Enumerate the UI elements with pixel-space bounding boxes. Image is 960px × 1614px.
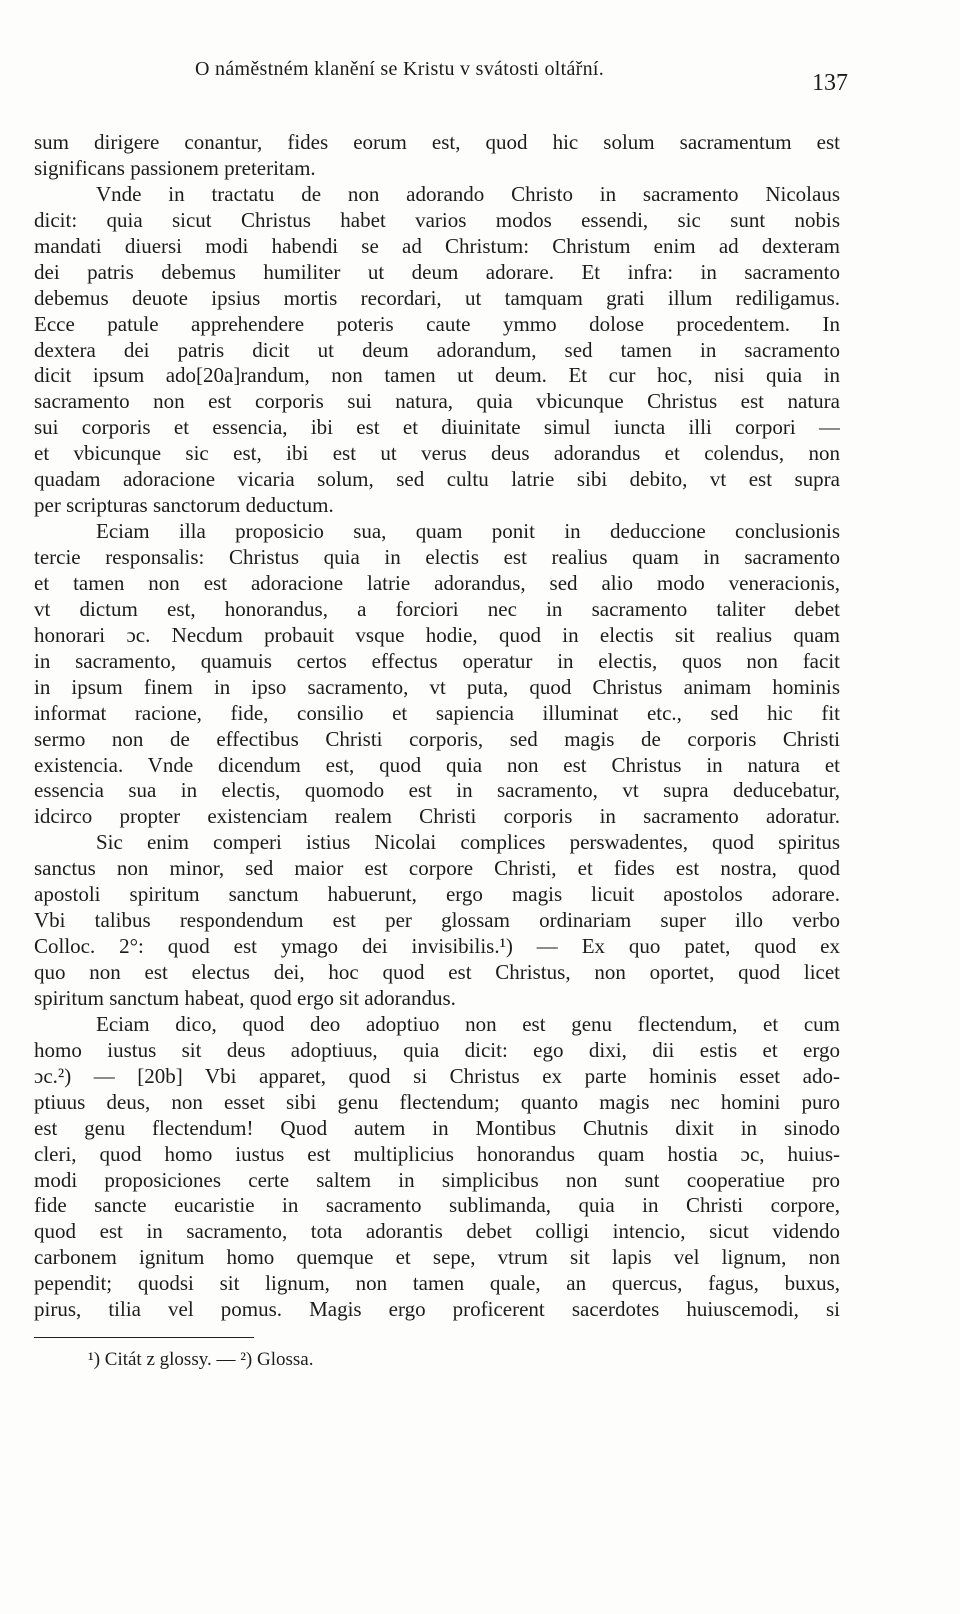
body-text: [34, 130, 840, 1323]
text-line: essencia sua in electis, quomodo est in sacramento, vt supra deducebatur,: [34, 778, 840, 803]
text-line: cleri, quod homo iustus est multiplicius honorandus quam hostia ɔc, huius-: [34, 1141, 840, 1166]
text-line: ptiuus deus, non esset sibi genu flectendum; quanto magis nec homini puro: [34, 1089, 840, 1114]
text-line: sum dirigere conantur, fides eorum est, quod hic solum sacramentum est: [34, 130, 840, 154]
text-line: pependit; quodsi sit lignum, non tamen quale, an quercus, fagus, buxus,: [34, 1271, 840, 1296]
text-line: Vnde in tractatu de non adorando Christo in sacramento Nicolaus: [96, 181, 840, 206]
text-line: idcirco propter existenciam realem Christi corporis in sacramento adoratur.: [34, 804, 840, 829]
footnote-divider: [34, 1337, 254, 1338]
text-line: vt dictum est, honorandus, a forciori nec in sacramento taliter debet: [34, 596, 840, 621]
text-line: Vbi talibus respondendum est per glossam ordinariam super illo verbo: [34, 908, 840, 933]
text-line: ɔc.²) — [20b] Vbi apparet, quod si Christus ex parte hominis esset ado-: [34, 1063, 840, 1088]
text-line: homo iustus sit deus adoptiuus, quia dicit: ego dixi, dii estis et ergo: [34, 1037, 840, 1062]
text-line: Ecce patule apprehendere poteris caute ymmo dolose procedentem. In: [34, 311, 840, 336]
text-line: fide sancte eucaristie in sacramento sublimanda, quia in Christi corpore,: [34, 1193, 840, 1218]
text-line: dextera dei patris dicit ut deum adorandum, sed tamen in sacramento: [34, 337, 840, 362]
text-line: mandati diuersi modi habendi se ad Christum: Christum enim ad dexteram: [34, 233, 840, 258]
text-line: Eciam dico, quod deo adoptiuo non est genu flectendum, et cum: [96, 1011, 840, 1036]
text-line: spiritum sanctum habeat, quod ergo sit adorandus.: [34, 985, 456, 1010]
text-line: carbonem ignitum homo quemque et sepe, vtrum sit lapis vel lignum, non: [34, 1245, 840, 1270]
text-line: Eciam illa proposicio sua, quam ponit in deduccione conclusionis: [96, 519, 840, 544]
text-line: honorari ɔc. Necdum probauit vsque hodie, quod in electis sit realius quam: [34, 622, 840, 647]
text-line: dicit: quia sicut Christus habet varios modos essendi, sic sunt nobis: [34, 207, 840, 232]
text-line: existencia. Vnde dicendum est, quod quia non est Christus in natura et: [34, 752, 840, 777]
text-line: quo non est electus dei, hoc quod est Christus, non oportet, quod licet: [34, 960, 840, 984]
text-line: dicit ipsum ado[20a]randum, non tamen ut deum. Et cur hoc, nisi quia in: [34, 363, 840, 388]
text-line: Sic enim comperi istius Nicolai complices perswadentes, quod spiritus: [96, 830, 840, 855]
text-line: in ipsum finem in ipso sacramento, vt puta, quod Christus animam hominis: [34, 674, 840, 699]
text-line: pirus, tilia vel pomus. Magis ergo proficerent sacerdotes huiuscemodi, si: [34, 1297, 840, 1322]
page-number: 137: [812, 70, 848, 96]
text-line: Colloc. 2°: quod est ymago dei invisibilis.¹) — Ex quo patet, quod ex: [34, 934, 840, 959]
text-line: debemus deuote ipsius mortis recordari, ut tamquam grati illum rediligamus.: [34, 285, 840, 310]
running-title: O náměstném klanění se Kristu v svátosti oltářní.: [195, 58, 605, 80]
text-line: sermo non de effectibus Christi corporis, sed magis de corporis Christi: [34, 726, 840, 751]
text-line: sui corporis et essencia, ibi est et diuinitate simul iuncta illi corpori —: [34, 415, 840, 440]
text-line: modi proposiciones certe saltem in simplicibus non sunt cooperatiue pro: [34, 1167, 840, 1192]
text-line: et tamen non est adoracione latrie adorandus, sed alio modo veneracionis,: [34, 570, 840, 595]
text-line: informat racione, fide, consilio et sapiencia illuminat etc., sed hic fit: [34, 700, 840, 725]
text-line: apostoli spiritum sanctum habuerunt, ergo magis licuit apostolos adorare.: [34, 882, 840, 907]
text-line: sanctus non minor, sed maior est corpore Christi, et fides est nostra, quod: [34, 856, 840, 881]
text-line: significans passionem preteritam.: [34, 155, 316, 180]
text-line: quod est in sacramento, tota adorantis debet colligi intencio, sicut videndo: [34, 1219, 840, 1244]
text-line: et vbicunque sic est, ibi est ut verus deus adorandus et colendus, non: [34, 441, 840, 466]
text-line: in sacramento, quamuis certos effectus operatur in electis, quos non facit: [34, 648, 840, 673]
text-line: sacramento non est corporis sui natura, quia vbicunque Christus est natura: [34, 389, 840, 414]
text-line: est genu flectendum! Quod autem in Montibus Chutnis dixit in sinodo: [34, 1115, 840, 1140]
text-line: quadam adoracione vicaria solum, sed cultu latrie sibi debito, vt est supra: [34, 467, 840, 492]
text-line: tercie responsalis: Christus quia in electis est realius quam in sacramento: [34, 545, 840, 569]
text-line: per scripturas sanctorum deductum.: [34, 493, 334, 518]
text-line: dei patris debemus humiliter ut deum adorare. Et infra: in sacramento: [34, 259, 840, 284]
footnotes: ¹) Citát z glossy. — ²) Glossa.: [88, 1349, 314, 1371]
